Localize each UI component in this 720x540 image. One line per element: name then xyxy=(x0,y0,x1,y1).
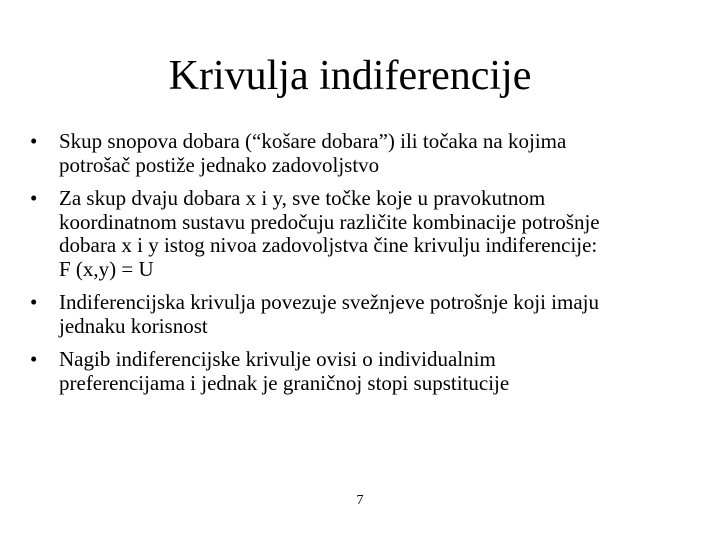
bullet-4-line-1: Nagib indiferencijske krivulje ovisi o individualnim xyxy=(59,347,496,371)
bullet-item-2 xyxy=(30,187,690,281)
bullet-icon: • xyxy=(30,347,38,371)
bullet-3-line-1: Indiferencijska krivulja povezuje svežnjeve potrošnje koji imaju xyxy=(59,290,599,314)
bullet-item-3 xyxy=(30,291,690,338)
bullet-3-line-2: jednaku korisnost xyxy=(59,313,208,338)
bullet-2-line-3: dobara x i y istog nivoa zadovoljstva čine krivulju indiferencije: xyxy=(59,233,598,257)
bullet-icon: • xyxy=(30,290,38,314)
bullet-icon: • xyxy=(30,186,38,210)
bullet-4-line-2: preferencijama i jednak je graničnoj stopi supstitucije xyxy=(59,370,510,395)
bullet-item-1 xyxy=(30,130,690,177)
bullet-2-line-2: koordinatnom sustavu predočuju različite kombinacije potrošnje xyxy=(59,209,600,234)
bullet-item-4 xyxy=(30,348,690,395)
slide-title: Krivulja indiferencije xyxy=(168,53,532,99)
bullet-2-line-4: F (x,y) = U xyxy=(59,256,154,281)
bullet-1-line-2: potrošač postiže jednako zadovoljstvo xyxy=(59,152,380,177)
bullet-list xyxy=(30,130,690,395)
bullet-1-line-1: Skup snopova dobara (“košare dobara”) ili točaka na kojima xyxy=(59,129,567,153)
page-number: 7 xyxy=(356,493,364,508)
bullet-2-line-1: Za skup dvaju dobara x i y, sve točke koje u pravokutnom xyxy=(59,186,546,210)
bullet-icon: • xyxy=(30,129,38,153)
